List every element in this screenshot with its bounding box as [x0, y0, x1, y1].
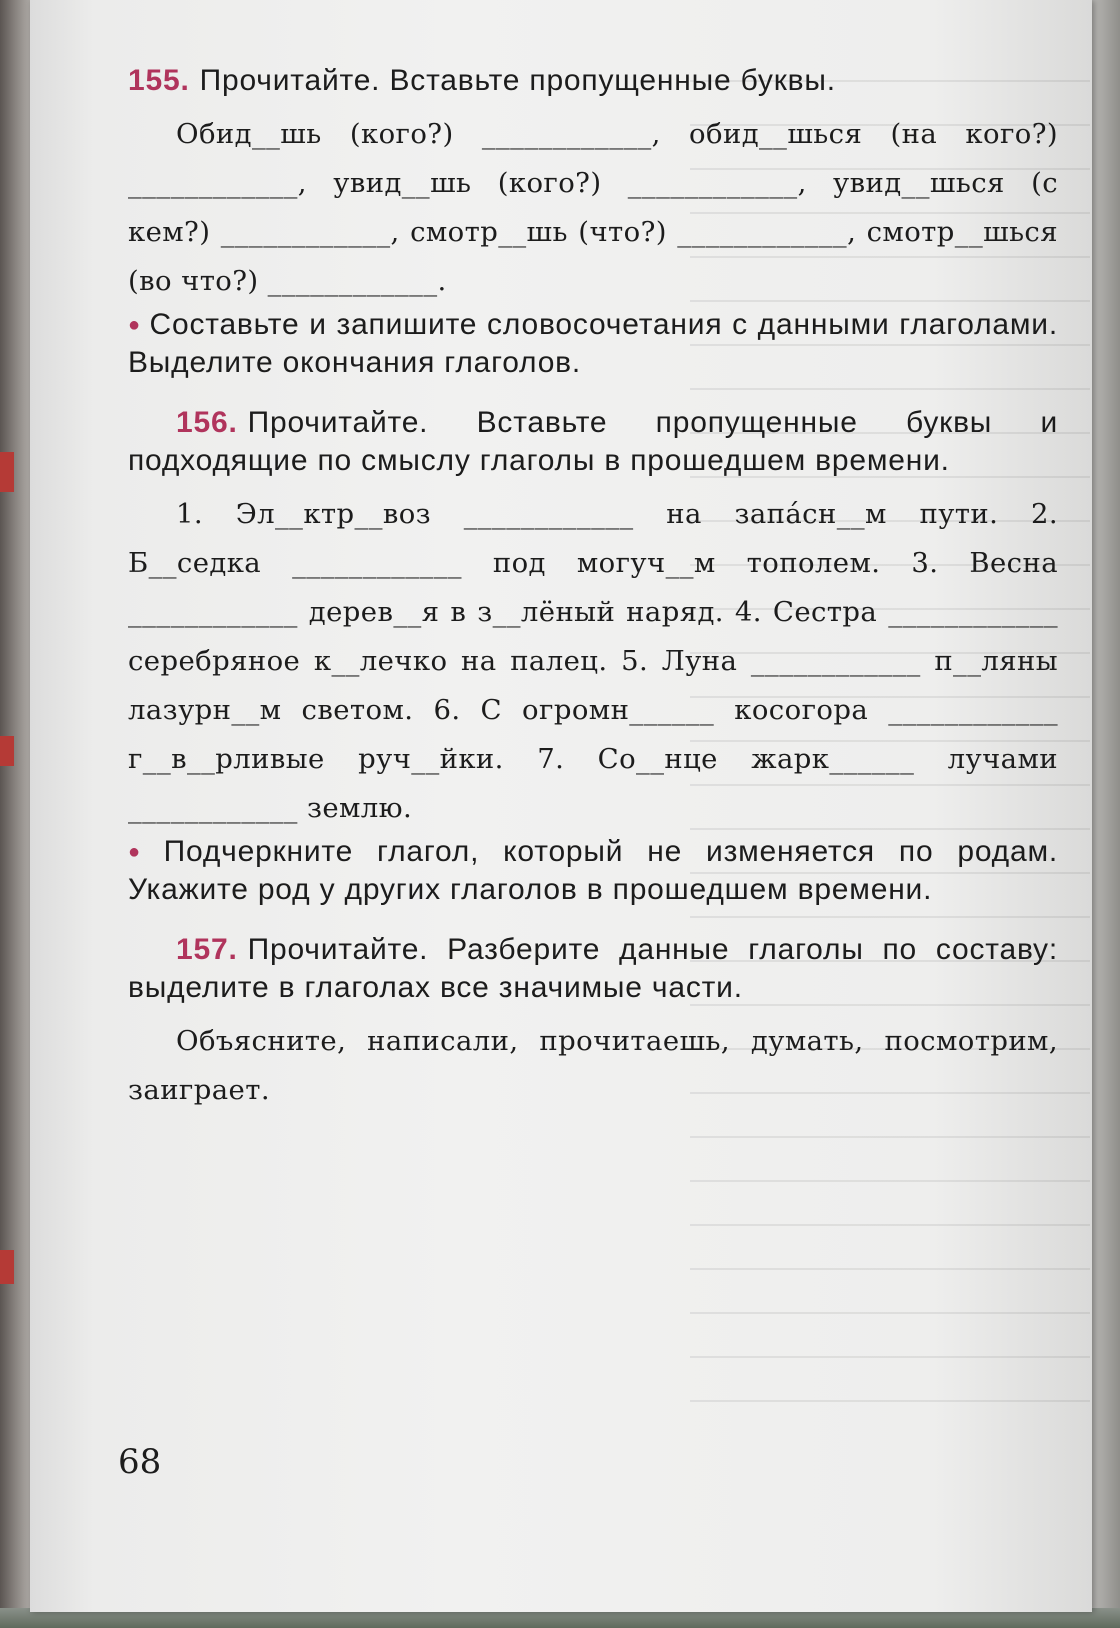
bookmark-tab [0, 1250, 14, 1284]
exercise-157 [128, 931, 1058, 1115]
bookmark-tab [0, 736, 14, 766]
bullet-icon: ● [128, 841, 156, 863]
exercise-157-instruction: Прочитайте. Разберите данные глаголы по составу: выделите в глаголах все значимые части. [128, 933, 1058, 1004]
bullet-icon: ● [128, 314, 142, 336]
exercise-155-instruction: Прочитайте. Вставьте пропущенные буквы. [199, 64, 836, 97]
exercise-155-task-text: Составьте и запишите словосочетания с данными глаголами. Выделите окончания глаголов. [128, 308, 1058, 379]
exercise-156-heading [128, 404, 1058, 480]
exercise-156-task [128, 833, 1058, 909]
page-number: 68 [118, 1442, 162, 1482]
exercise-155 [128, 62, 1058, 382]
exercise-155-text: Обид__шь (кого?) ____________, обид__шься (на кого?) ____________, увид__шь (кого?) ____________, увид__шься (с кем?) ____________, смотр__шь (что?) ____________, смотр__шься (во что?) ____________. [128, 118, 1058, 297]
next-page-edge [1092, 0, 1120, 1628]
exercise-156-instruction: Прочитайте. Вставьте пропущенные буквы и подходящие по смыслу глаголы в прошедшем времени. [128, 406, 1058, 477]
exercise-156-task-text: Подчеркните глагол, который не изменяется по родам. Укажите род у других глаголов в прошедшем времени. [128, 835, 1058, 906]
exercise-157-number: 157. [176, 933, 238, 966]
exercise-157-text: Объясните, написали, прочитаешь, думать, посмотрим, заиграет. [128, 1025, 1058, 1106]
exercise-155-task [128, 306, 1058, 382]
exercise-156-text: 1. Эл__ктр__воз ____________ на запа́сн__м пути. 2. Б__седка ____________ под могуч__м тополем. 3. Весна ____________ дерев__я в з__лёный наряд. 4. Сестра ____________ серебряное к__лечко на палец. 5. Луна ____________ п__ляны лазурн__м светом. 6. С огромн______ косогора ____________ г__в__рливые руч__йки. 7. Со__нце жарк______ лучами ____________ землю. [128, 498, 1058, 824]
bookmark-tab [0, 452, 14, 492]
exercise-156 [128, 404, 1058, 909]
exercise-155-number: 155. [128, 64, 190, 97]
exercise-157-heading [128, 931, 1058, 1007]
exercise-156-number: 156. [176, 406, 238, 439]
page-content [128, 62, 1058, 1115]
exercise-155-heading [128, 62, 1058, 100]
